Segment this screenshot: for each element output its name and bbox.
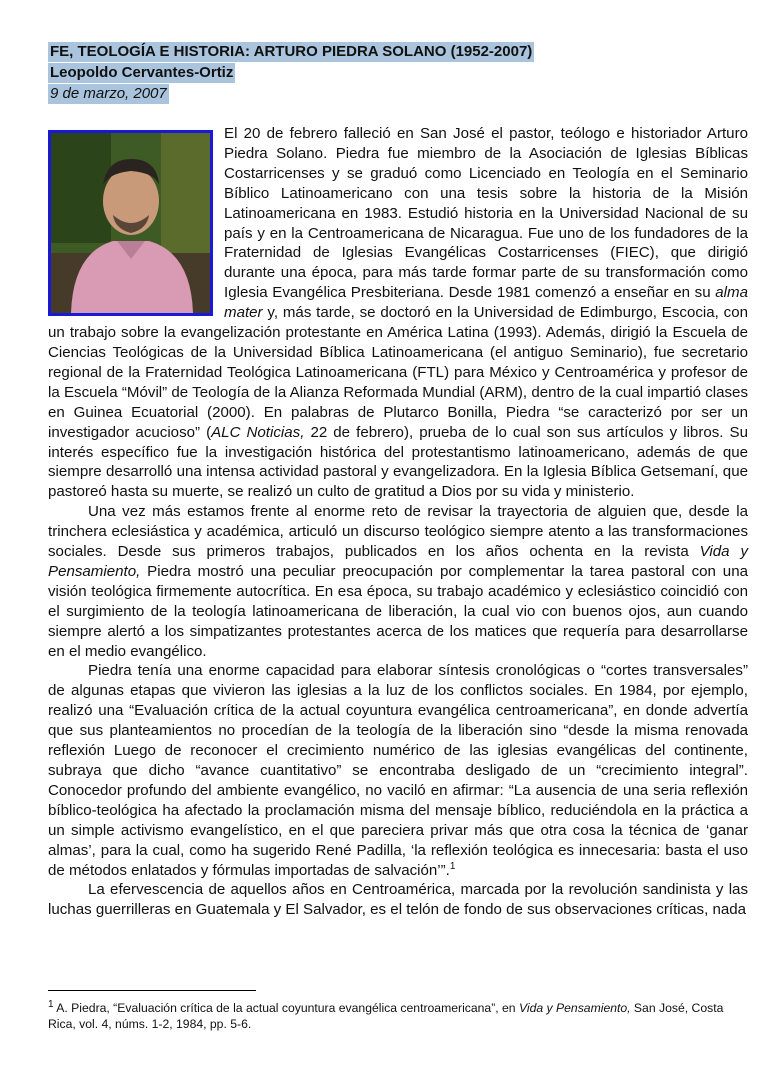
article-title: FE, TEOLOGÍA E HISTORIA: ARTURO PIEDRA SOLANO (1952-2007)	[50, 43, 533, 60]
paragraph-2	[48, 502, 748, 661]
footnote-reference[interactable]: 1	[449, 860, 456, 872]
paragraph-2-text-b: Piedra mostró una peculiar preocupación por complementar la tarea pastoral con una visión teológica firmemente autocrítica. En esa época, su trabajo académico y eclesiástico coincidió con el surgimiento de la teología latinoamericana de liberación, la cual vio con buenos ojos, aun cuando siempre alertó a los simpatizantes protestantes acerca de los matices que requería para desarrollarse en el medio evangélico.	[48, 562, 748, 660]
article-header	[48, 42, 534, 104]
portrait-illustration	[51, 133, 210, 313]
paragraph-4-text: La efervescencia de aquellos años en Centroamérica, marcada por la revolución sandinista y las luchas guerrilleras en Guatemala y El Salvador, es el telón de fondo de sus observaciones críticas, nada	[48, 881, 748, 919]
paragraph-2-text-a: Una vez más estamos frente al enorme reto de revisar la trayectoria de alguien que, desde la trinchera eclesiástica y académica, articuló un discurso teológico siempre atento a las transformaciones sociales. Desde sus primeros trabajos, publicados en los años ochenta en la revista	[48, 503, 748, 561]
paragraph-1-text-a: El 20 de febrero falleció en San José el pastor, teólogo e historiador Arturo Piedra Solano. Piedra fue miembro de la Asociación de Iglesias Bíblicas Costarricenses y se graduó como Licenciado en Teología en el Seminario Bíblico Latinoamericano con una tesis sobre la historia de la Misión Latinoamericana en 1983. Estudió historia en la Universidad Nacional de su país y en la Centroamericana de Nicaragua. Fue uno de los fundadores de la Fraternidad de Iglesias Evangélicas Costarricenses (FIEC), que dirigió durante una época, para más tarde formar parte de su transformación como Iglesia Evangélica Presbiteriana. Desde 1981 comenzó a enseñar en su	[224, 125, 748, 302]
article-body	[48, 124, 748, 920]
paragraph-1-text-b: y, más tarde, se doctoró en la Universidad de Edimburgo, Escocia, con un trabajo sobre la evangelización protestante en América Latina (1993). Además, dirigió la Escuela de Ciencias Teológicas de la Universidad Bíblica Latinoamericana (el antiguo Seminario), fue secretario regional de la Fraternidad Teológica Latinoamericana (FTL) para México y Centroamérica y profesor de la Escuela “Móvil” de Teología de la Alianza Reformada Mundial (ARM), dentro de la cual impartió clases en Guinea Ecuatorial (2000). En palabras de Plutarco Bonilla, Piedra “se caracterizó por ser un investigador acucioso” (	[48, 304, 748, 441]
article-date: 9 de marzo, 2007	[50, 85, 167, 102]
paragraph-1-text-c: 22 de febrero), prueba de lo cual son sus artículos y libros. Su interés específico fue la investigación histórica del protestantismo latinoamericano, además de que siempre desarrolló una intensa actividad pastoral y evangelizadora. En la Iglesia Bíblica Getsemaní, que pastoreó hasta su muerte, se realizó un culto de gratitud a Dios por su vida y ministerio.	[48, 423, 748, 501]
author-portrait-photo	[48, 130, 213, 316]
emphasis-alc-noticias: ALC Noticias,	[211, 423, 305, 441]
paragraph-3-text: Piedra tenía una enorme capacidad para elaborar síntesis cronológicas o “cortes transversales” de algunas etapas que vivieron las iglesias a la luz de los conflictos sociales. En 1984, por ejemplo, realizó una “Evaluación crítica de la actual coyuntura evangélica centroamericana”, en donde advertía que sus planteamientos no procedían de la teología de la liberación sino “desde la misma renovada reflexión Luego de reconocer el crecimiento numérico de las iglesias evangélicas del continente, subraya que dicho “avance cuantitativo” se encontraba desligado de un “crecimiento integral”. Conocedor profundo del ambiente evangélico, no vaciló en afirmar: “La ausencia de una seria reflexión bíblico-teológica ha afectado la proclamación misma del mensaje bíblico, reduciéndola en la práctica a un simple activismo evangelístico, en el que pareciera privar más que otra cosa la técnica de ‘ganar almas’, para la cual, como ha sugerido René Padilla, ‘la reflexión teológica es innecesaria: basta el uso de métodos enlatados y fórmulas importadas de salvación’”.	[48, 662, 748, 879]
footnote-divider	[48, 990, 256, 991]
paragraph-4	[48, 880, 748, 920]
emphasis-vida-pensamiento: Vida y Pensamiento,	[48, 543, 748, 580]
footnote-text-a: A. Piedra, “Evaluación crítica de la actual coyuntura evangélica centroamericana”, en	[53, 1001, 519, 1015]
footnote-mark: 1	[48, 998, 54, 1010]
footnote	[48, 1000, 748, 1032]
article-author: Leopoldo Cervantes-Ortiz	[50, 64, 234, 81]
paragraph-1	[48, 124, 748, 502]
footnote-text-b: San José, Costa Rica, vol. 4, núms. 1-2, 1984, pp. 5-6.	[48, 1001, 724, 1031]
emphasis-alma-mater: alma mater	[224, 284, 748, 322]
paragraph-3	[48, 661, 748, 880]
footnote-journal: Vida y Pensamiento,	[518, 1001, 631, 1015]
